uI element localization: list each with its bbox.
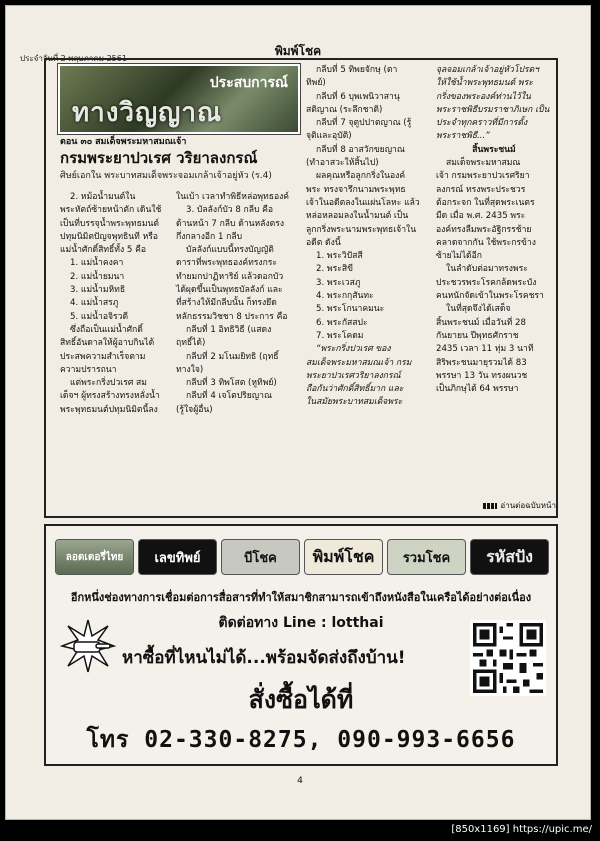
line-contact: ติดต่อทาง Line : lotthai — [218, 615, 384, 631]
publication-logo: บีโชค — [222, 540, 299, 574]
text-line: ลงกรณ์ ทรงพระประชวร — [436, 184, 526, 195]
list-item: 3. แม่น้ำมหิทธิ — [70, 285, 126, 296]
quote-line: “พระกริ่งปวเรศ ของ — [316, 344, 391, 355]
text-line: ทางใจ) — [176, 364, 204, 375]
text-line: ลูกกริ่งพระนามพระพุทธเจ้าใน — [306, 224, 417, 235]
text-line: คลาดจากกัน ใช้พระกรข้าง — [436, 237, 536, 248]
list-item: 3. พระเวสภู — [316, 277, 361, 288]
text-line: ในลำดับต่อมาทรงพระ — [446, 264, 528, 275]
list-item: กลีบที่ 5 ทิพยจักษุ (ตา — [316, 65, 398, 75]
article-column-3 — [306, 64, 430, 410]
list-item: 4. แม่น้ำสรภู — [70, 298, 119, 309]
article-column-1 — [60, 191, 170, 417]
text-line: บัลลังก์แบบนี้ทรงบัญญัติ — [186, 245, 274, 256]
text-line: ซึ่งถือเป็นแม่น้ำศักดิ์ — [70, 324, 143, 335]
list-item: 7. พระโคดม — [316, 330, 364, 341]
text-line: หล่อหลอมลงในน้ำมนต์ เป็น — [306, 211, 409, 222]
advertisement-box — [44, 524, 558, 766]
episode-label: ตอน ๓๐ — [60, 137, 93, 147]
article-heading: กรมพระยาปวเรศ วริยาลงกรณ์ — [60, 149, 258, 167]
quote-line: สมเด็จพระมหาสมณเจ้า กรม — [306, 357, 412, 368]
publication-title: พิมพ์โชค — [274, 44, 322, 58]
text-line: ซ้ายไม่ได้อีก — [436, 251, 482, 262]
article-column-2 — [176, 191, 294, 417]
text-line: มืด เมื่อ พ.ศ. 2435 พระ — [436, 211, 526, 222]
text-line: พระหัตถ์ซ้ายหน้าตัก เดินใช้ — [60, 205, 162, 216]
list-item: 2. พระสิขี — [316, 264, 353, 275]
list-item: กลีบที่ 7 จุตูปปาตญาณ (รู้ — [316, 118, 412, 129]
quote-line: กริ่งของพระองค์ท่านไว้ใน — [436, 91, 531, 102]
text-line: สิ้นพระชนม์ เมื่อวันที่ 28 — [436, 317, 526, 328]
publication-logo: รหัสปัง — [471, 540, 548, 574]
list-item: กลีบที่ 4 เจโตปริยญาณ — [186, 391, 272, 402]
text-line: กันยายน ปีพุทธศักราช — [436, 330, 519, 341]
quote-line: จุลจอมเกล้าเจ้าอยู่หัวโปรดฯ — [436, 65, 539, 75]
continued-label: อ่านต่อฉบับหน้า — [500, 501, 556, 510]
list-item: 4. พระกกุสันทะ — [316, 291, 374, 302]
text-line: องค์ทรงลืมพระอัฐิกรรช้าย — [436, 224, 532, 235]
text-line: พรรษา 13 วัน ทรงผนวช — [436, 370, 528, 381]
publication-logo: ลอตเตอรี่ไทย — [56, 540, 133, 574]
text-line: แม่น้ำศักดิ์สิทธิ์ทั้ง 5 คือ — [60, 245, 147, 256]
text-line: ประสพความสำเร็จตาม — [60, 351, 146, 362]
list-item: 5. พระโกนาคมนะ — [316, 304, 385, 315]
issue-date: ประจำวันที่ 2 พฤษภาคม 2561 — [20, 54, 127, 63]
delivery-text: หาซื้อที่ไหนไม่ได้...พร้อมจัดส่งถึงบ้าน! — [122, 648, 406, 668]
text-line: ฤทธิ์ได้) — [176, 338, 206, 349]
text-line: ที่สร้างให้มีกลีบนั้น ก็ทรงยึด — [176, 298, 277, 309]
publication-logo: พิมพ์โชค — [305, 540, 382, 574]
list-item: กลีบที่ 8 อาสวักขยญาณ — [316, 144, 405, 155]
text-line: ผลคุณหรือลูกกริ่งในองค์ — [316, 171, 406, 182]
text-line: (ทำอาสวะให้สิ้นไป) — [306, 158, 379, 169]
article-subheading: ศิษย์เอกใน พระบาทสมเด็จพระจอมเกล้าเจ้าอยู่หัว (ร.4) — [60, 171, 272, 181]
text-line: (รู้ใจผู้อื่น) — [176, 404, 213, 415]
text-line: 3. บัลลังก์บัว 8 กลีบ คือ — [186, 205, 274, 216]
list-item: 5. แม่น้ำอจิรวดี — [70, 311, 129, 322]
text-line: ประชวรพระโรคกล้ดพระบัง — [436, 277, 537, 288]
list-item: กลีบที่ 3 ทิพโสต (หูทิพย์) — [186, 378, 277, 389]
quote-line: พระยาปวเรศวริยาลงกรณ์ — [306, 370, 401, 381]
quote-line: ประจำทุกคราวที่มีการตั้ง — [436, 118, 528, 129]
dots-icon — [483, 503, 497, 509]
text-line: 2435 เวลา 11 ทุ่ม 3 นาที — [436, 344, 534, 355]
text-line: แต่พระกริ่งปวเรศ สม — [70, 378, 147, 389]
text-line: เจ้าในอดีตลงในแผ่นโลหะ แล้ว — [306, 197, 420, 208]
text-line: กึ่งกลางอีก 1 กลีบ — [176, 231, 243, 242]
banner-small-text: ประสบการณ์ — [209, 75, 288, 91]
list-item: 6. พระกัสสปะ — [316, 317, 368, 328]
publication-logo: เลขทิพย์ — [139, 540, 216, 574]
text-line: พระพุทธมนต์ปทุมนิมิตนี้ลง — [60, 404, 158, 415]
list-item: 1. พระวิปัสสี — [316, 251, 363, 262]
text-line: ในที่สุดจึงได้เสด็จ — [446, 304, 511, 315]
text-line: ทำยมกปาฏิหาริย์ แล้วดอกบัว — [176, 271, 284, 282]
article-column-4 — [436, 64, 552, 396]
quote-line: ให้ใช้น้ำพระพุทธมนต์ พระ — [436, 78, 533, 89]
list-item: กลีบที่ 2 มโนมยิทธิ (ฤทธิ์ — [186, 351, 279, 362]
publication-logo: รวมโชค — [388, 540, 465, 574]
episode-title: สมเด็จพระมหาสมณเจ้า — [95, 137, 187, 147]
text-line: ดาราที่พระพุทธองค์ทรงกระ — [176, 258, 278, 269]
text-line: อดีต ดังนี้ — [306, 237, 341, 248]
list-item: 2. แม่น้ำยมนา — [70, 271, 125, 282]
quote-line: พระราชพิธี...” — [436, 131, 490, 142]
text-line: พระ ทรงจารึกนามพระพุทธ — [306, 184, 406, 195]
text-line: เด็จฯ ผู้ทรงสร้างทรงหลั่งน้ำ — [60, 391, 160, 402]
text-line: ทิพย์) — [306, 78, 326, 89]
watermark-text: [850x1169] https://upic.me/ — [451, 824, 592, 835]
watermark-bar — [0, 821, 600, 841]
text-line: สติญาณ (ระลึกชาติ) — [306, 104, 383, 115]
text-line: เจ้า กรมพระยาปวเรศริยา — [436, 171, 530, 182]
text-line: สิทธิ์อันดาลให้ผู้อาบกินได้ — [60, 338, 155, 349]
text-line: เป็นภิกษุได้ 64 พรรษา — [436, 384, 519, 395]
continued-note — [483, 499, 556, 512]
banner-big-text: ทางวิญญาณ — [72, 98, 223, 128]
section-subheading: สิ้นพระชนม์ — [472, 144, 516, 155]
text-line: 2. หม้อน้ำมนต์ใน — [70, 192, 136, 202]
text-line: จุติและอุบัติ) — [306, 131, 352, 142]
quote-line: ในสมัยพระบาทสมเด็จพระ — [306, 397, 403, 408]
pointing-hand-icon — [60, 618, 116, 674]
text-line: ได้ผุดขึ้นเป็นพุทธบัลลังก์ และ — [176, 285, 283, 296]
text-line: คนหนักจัดเข้าในพระโรคชรา — [436, 291, 544, 302]
phone-numbers: โทร 02-330-8275, 090-993-6656 — [86, 727, 516, 753]
publication-logos — [56, 540, 548, 574]
text-line: ด้านหน้า 7 กลีบ ด้านหลังตรง — [176, 218, 285, 229]
list-item: 1. แม่น้ำคงคา — [70, 258, 124, 269]
page-number: 4 — [297, 776, 303, 786]
ad-tagline: อีกหนึ่งช่องทางการเชื่อมต่อการสื่อสารที่ทำให้สมาชิกสามารถเข้าถึงหนังสือในเครือได้อย่างต่อเนื่อง — [70, 591, 532, 604]
text-line: ต้อกระจก ในที่สุดพระเนตร — [436, 197, 535, 208]
text-line: เป็นที่บรรจุน้ำพระพุทธมนต์ — [60, 218, 159, 229]
order-heading: สั่งซื้อได้ที่ — [248, 685, 354, 714]
quote-line: ถือกันว่าศักดิ์สิทธิ์มาก และ — [306, 384, 404, 395]
text-line: สิริพระชนมายุรวมได้ 83 — [436, 357, 527, 368]
quote-line: พระราชพิธีบรมราชาภิเษก เป็น — [436, 104, 550, 115]
text-line: ปทุมนิมิตปัญจพุทธินที หรือ — [60, 231, 159, 242]
text-line: ในเบ้า เวลาทำพิธีหล่อพุทธองค์ — [176, 192, 290, 202]
list-item: กลีบที่ 1 อิทธิวิธี (แสดง — [186, 324, 272, 335]
text-line: หลักธรรมวิชชา 8 ประการ คือ — [176, 311, 288, 322]
text-line: สมเด็จพระมหาสมณ — [446, 158, 521, 169]
column-banner — [58, 64, 300, 134]
text-line: ความปรารถนา — [60, 364, 117, 375]
list-item: กลีบที่ 6 บุพเพนิวาสานุ — [316, 91, 400, 102]
